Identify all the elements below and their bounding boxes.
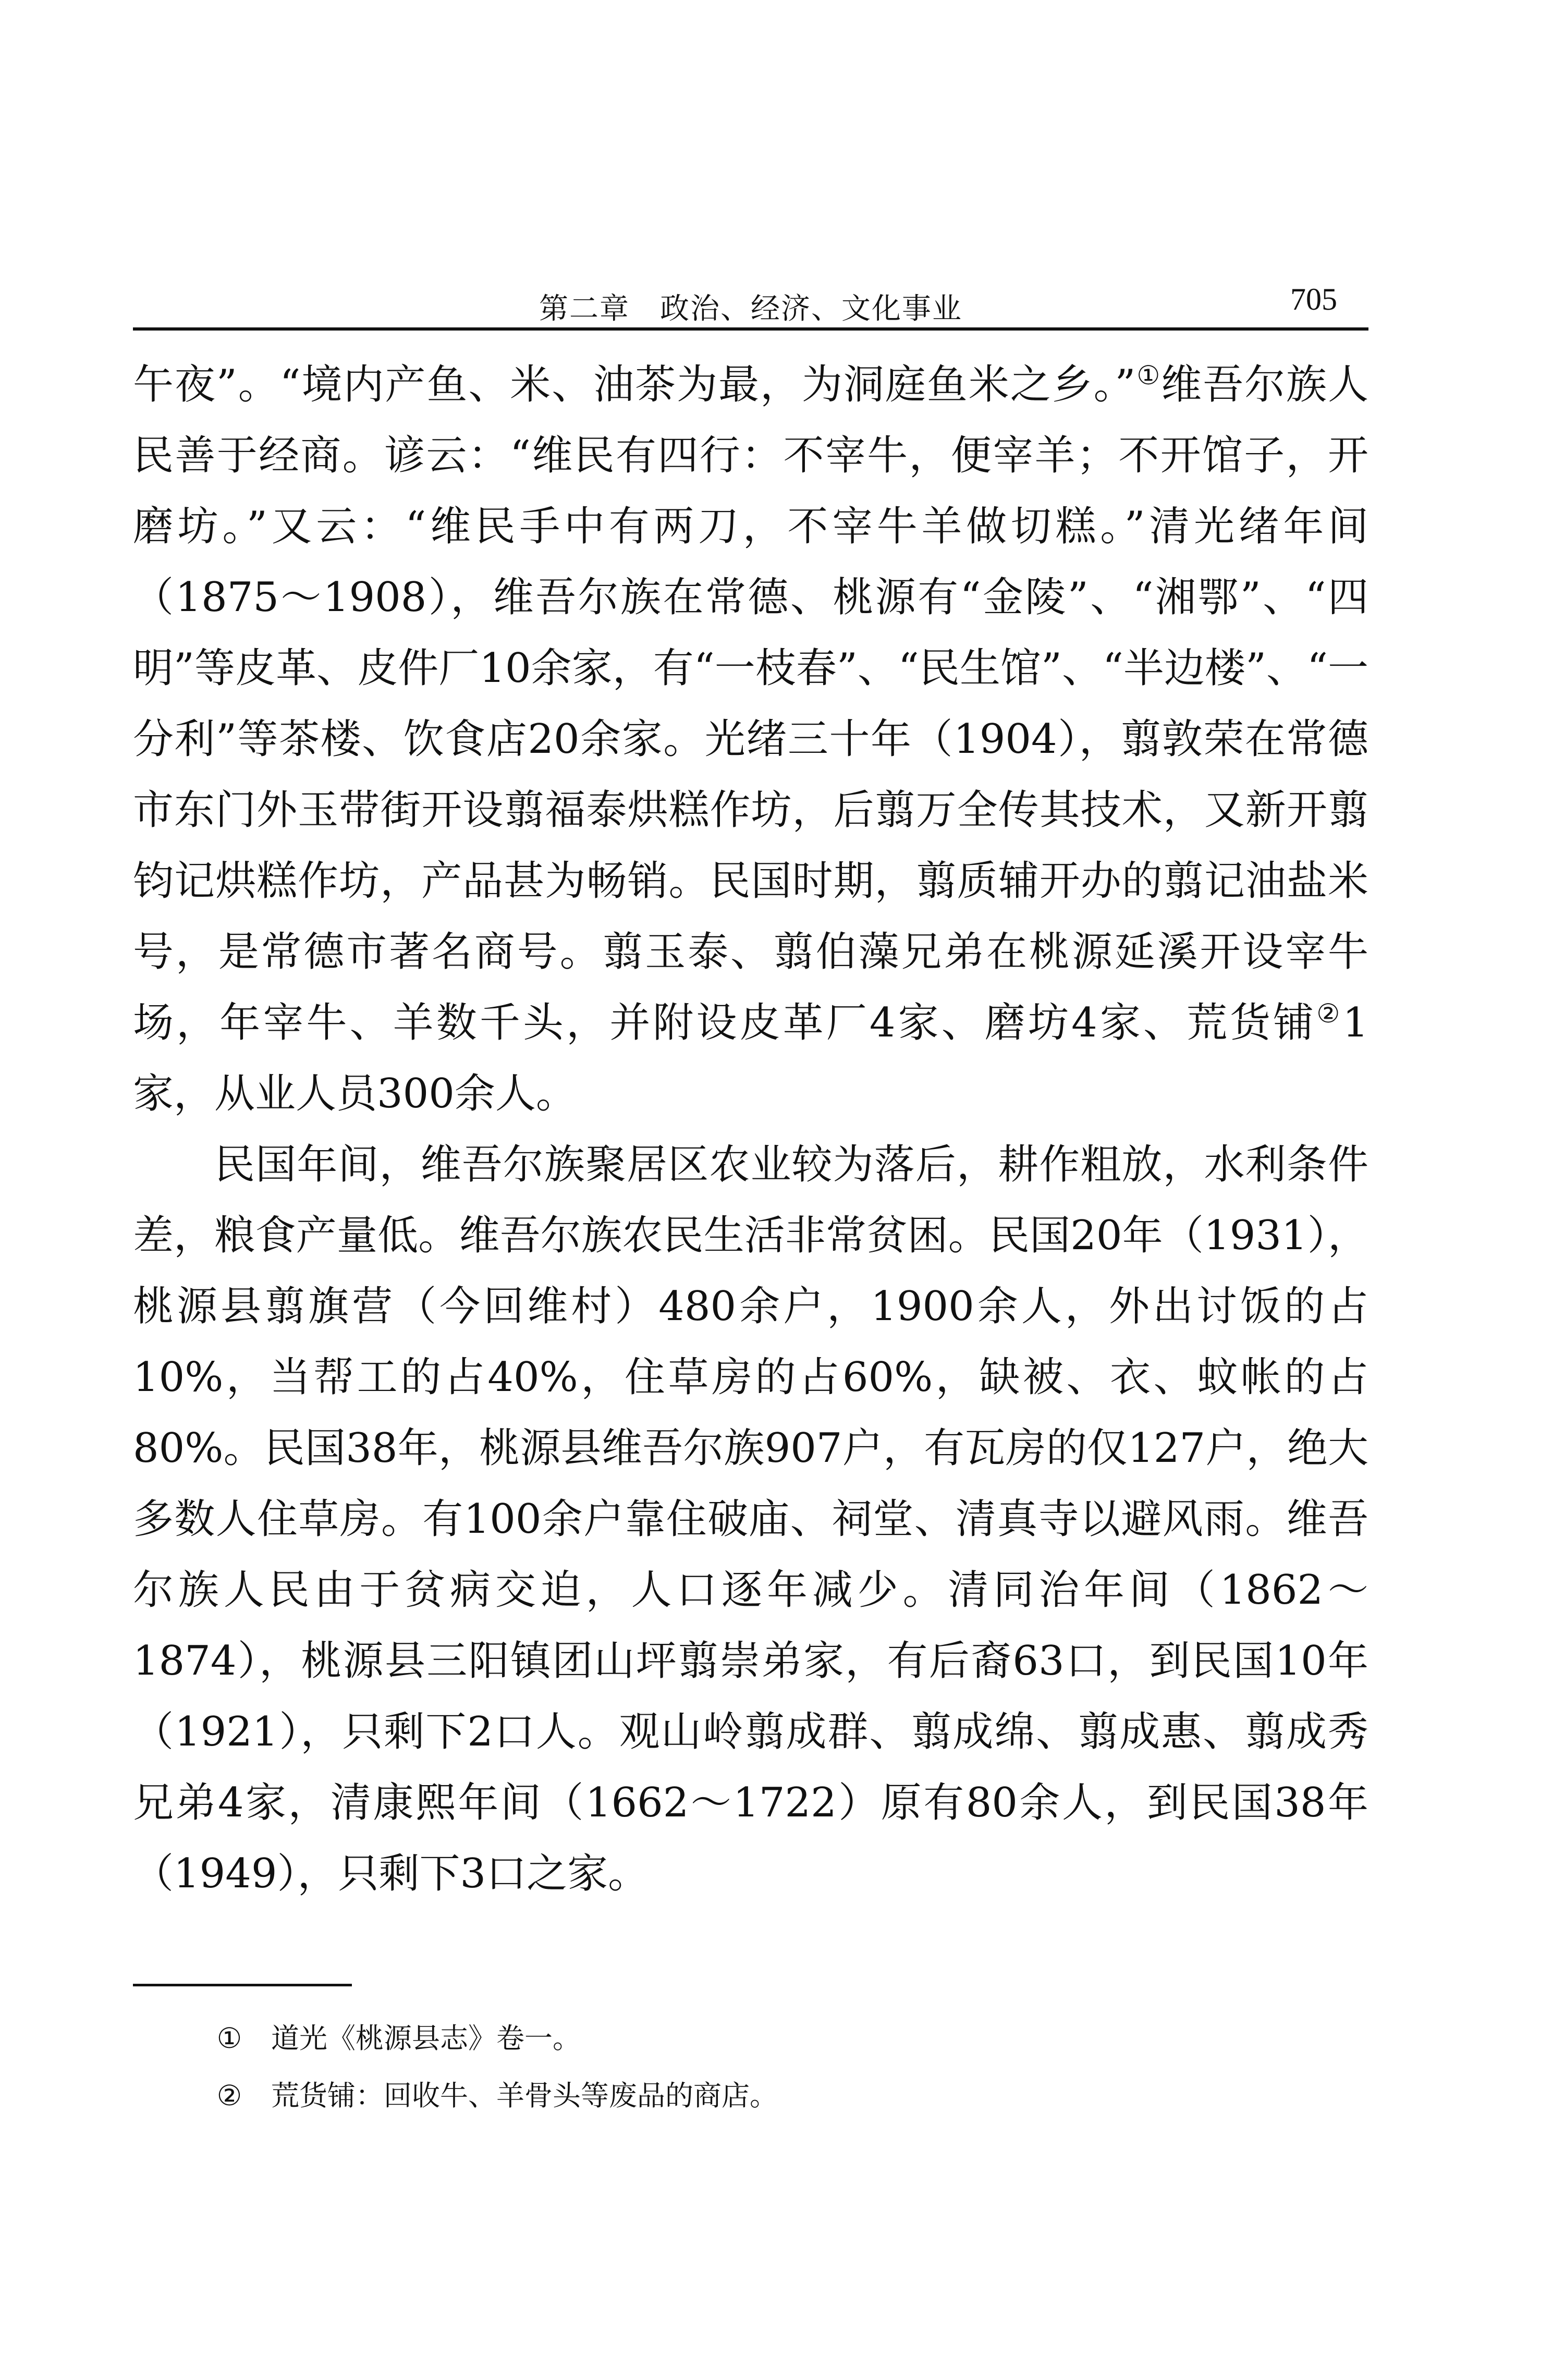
- footnote-divider: [133, 1984, 352, 1986]
- header-divider: [133, 327, 1368, 331]
- paragraph-1: [133, 349, 1368, 1129]
- footnotes: [214, 2010, 1309, 2125]
- footnote-2-mark: ②: [216, 2079, 242, 2112]
- footnote-2: [214, 2067, 1309, 2125]
- paragraph-2: 民国年间，维吾尔族聚居区农业较为落后，耕作粗放，水利条件差，粮食产量低。维吾尔族农民生活非常贫困。民国20年（1931），桃源县翦旗营（今回维村）480余户，1900余人，外出讨饭的占10%，当帮工的占40%，住草房的占60%，缺被、衣、蚊帐的占80%。民国38年，桃源县维吾尔族907户，有瓦房的仅127户，绝大多数人住草房。有100余户靠住破庙、祠堂、清真寺以避风雨。维吾尔族人民由于贫病交迫，人口逐年减少。清同治年间（1862～1874），桃源县三阳镇团山坪翦崇弟家，有后裔63口，到民国10年（1921），只剩下2口人。观山岭翦成群、翦成绵、翦成惠、翦成秀兄弟4家，清康熙年间（1662～1722）原有80余人，到民国38年（1949），只剩下3口之家。: [133, 1141, 1368, 1897]
- running-header: [133, 276, 1368, 326]
- paragraph-1-text-c: 1家，从业人员300余人。: [133, 999, 1368, 1117]
- footnote-1-text: 道光《桃源县志》卷一。: [271, 2022, 581, 2055]
- footnote-ref-1: ①: [1135, 360, 1161, 390]
- paragraph-1-text-a: 午夜”。“境内产鱼、米、油茶为最，为洞庭鱼米之乡。”: [133, 361, 1136, 408]
- footnote-1-mark: ①: [216, 2022, 242, 2055]
- footnote-2-text: 荒货铺：回收牛、羊骨头等废品的商店。: [271, 2079, 778, 2112]
- main-text: [133, 349, 1368, 1909]
- footnote-1: [214, 2010, 1309, 2067]
- paragraph-1-text-b: 维吾尔族人民善于经商。谚云：“维民有四行：不宰牛，便宰羊；不开馆子，开磨坊。”又云：“维民手中有两刀，不宰牛羊做切糕。”清光绪年间（1875～1908），维吾尔族在常德、桃源有“金陵”、“湘鄂”、“四明”等皮革、皮件厂10余家，有“一枝春”、“民生馆”、“半边楼”、“一分利”等茶楼、饮食店20余家。光绪三十年（1904），翦敦荣在常德市东门外玉带街开设翦福泰烘糕作坊，后翦万全传其技术，又新开翦钧记烘糕作坊，产品甚为畅销。民国时期，翦质辅开办的翦记油盐米号，是常德市著名商号。翦玉泰、翦伯藻兄弟在桃源延溪开设宰牛场，年宰牛、羊数千头，并附设皮革厂4家、磨坊4家、荒货铺: [133, 361, 1368, 1046]
- chapter-title: 第二章 政治、经济、文化事业: [539, 292, 962, 326]
- footnote-ref-2: ②: [1316, 998, 1343, 1029]
- page-number: 705: [1290, 282, 1337, 316]
